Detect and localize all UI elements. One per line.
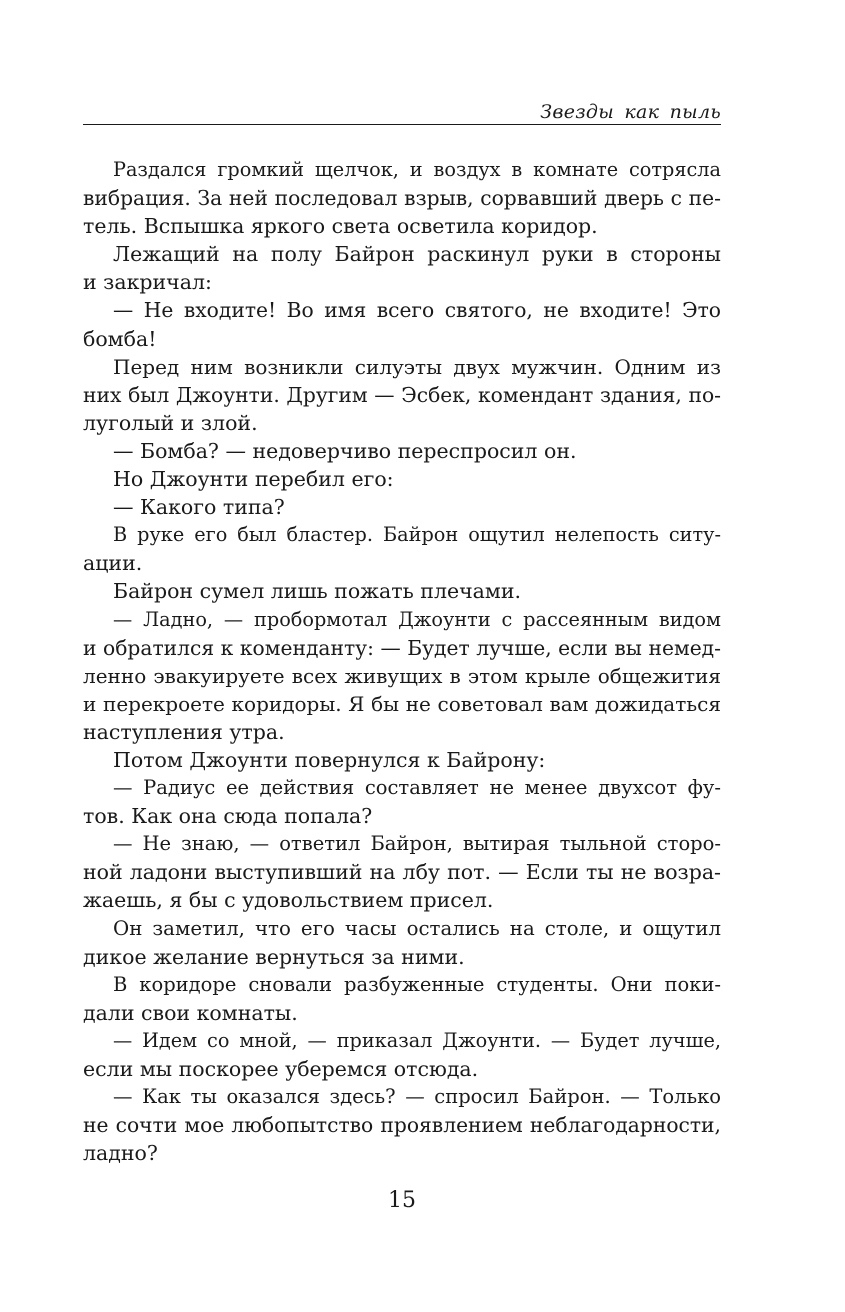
text-line: тель. Вспышка яркого света осветила коридор. bbox=[83, 214, 598, 239]
text-line: Байрон сумел лишь пожать плечами. bbox=[113, 579, 521, 604]
text-line: и обратился к коменданту: — Будет лучше, если вы немед- bbox=[83, 635, 721, 660]
text-line: — Ладно, — пробормотал Джоунти с рассеянным видом bbox=[113, 607, 721, 631]
text-line: В руке его был бластер. Байрон ощутил нелепость ситу- bbox=[113, 523, 721, 547]
text-line: Но Джоунти перебил его: bbox=[113, 467, 394, 492]
text-line: — Радиус ее действия составляет не менее двухсот фу- bbox=[113, 776, 721, 800]
text-line: них был Джоунти. Другим — Эсбек, комендант здания, по- bbox=[83, 382, 721, 407]
text-line: Он заметил, что его часы остались на столе, и ощутил bbox=[113, 916, 721, 940]
text-line: не сочти мое любопытство проявлением неблагодарности, bbox=[83, 1113, 721, 1138]
text-line: ной ладони выступивший на лбу пот. — Если ты не возра- bbox=[83, 860, 721, 885]
text-line: Лежащий на полу Байрон раскинул руки в стороны bbox=[113, 242, 721, 267]
text-line: дали свои комнаты. bbox=[83, 1000, 298, 1025]
text-line: и перекроете коридоры. Я бы не советовал вам дожидаться bbox=[83, 691, 721, 716]
page-number: 15 bbox=[388, 1188, 416, 1213]
text-line: ленно эвакуируете всех живущих в этом крыле общежития bbox=[83, 663, 721, 688]
text-line: В коридоре сновали разбуженные студенты. Они поки- bbox=[113, 972, 721, 996]
text-line: Раздался громкий щелчок, и воздух в комнате сотрясла bbox=[113, 158, 721, 181]
text-line: Перед ним возникли силуэты двух мужчин. Одним из bbox=[113, 354, 721, 379]
text-line: — Как ты оказался здесь? — спросил Байрон. — Только bbox=[113, 1085, 721, 1109]
text-line: луголый и злой. bbox=[83, 410, 258, 435]
text-line: и закричал: bbox=[83, 270, 212, 295]
text-line: наступления утра. bbox=[83, 719, 285, 744]
running-head-title: Звезды как пыль bbox=[540, 101, 721, 123]
text-line: если мы поскорее уберемся отсюда. bbox=[83, 1057, 479, 1081]
text-line: бомба! bbox=[83, 326, 157, 351]
text-line: вибрация. За ней последовал взрыв, сорвавший дверь с пе- bbox=[83, 186, 721, 211]
body-text bbox=[83, 156, 721, 1167]
text-line: тов. Как она сюда попала? bbox=[83, 804, 373, 829]
text-line: Потом Джоунти повернулся к Байрону: bbox=[113, 747, 546, 772]
header-rule bbox=[83, 124, 721, 125]
text-line: — Бомба? — недоверчиво переспросил он. bbox=[113, 438, 577, 463]
text-line: ации. bbox=[83, 551, 143, 576]
text-line: жаешь, я бы с удовольствием присел. bbox=[83, 888, 494, 913]
text-line: — Не входите! Во имя всего святого, не входите! Это bbox=[113, 298, 721, 323]
text-line: ладно? bbox=[83, 1141, 158, 1166]
text-line: — Какого типа? bbox=[113, 495, 285, 520]
text-line: — Не знаю, — ответил Байрон, вытирая тыльной сторо- bbox=[113, 832, 721, 856]
text-line: — Идем со мной, — приказал Джоунти. — Будет лучше, bbox=[113, 1028, 721, 1052]
text-line: дикое желание вернуться за ними. bbox=[83, 944, 465, 969]
